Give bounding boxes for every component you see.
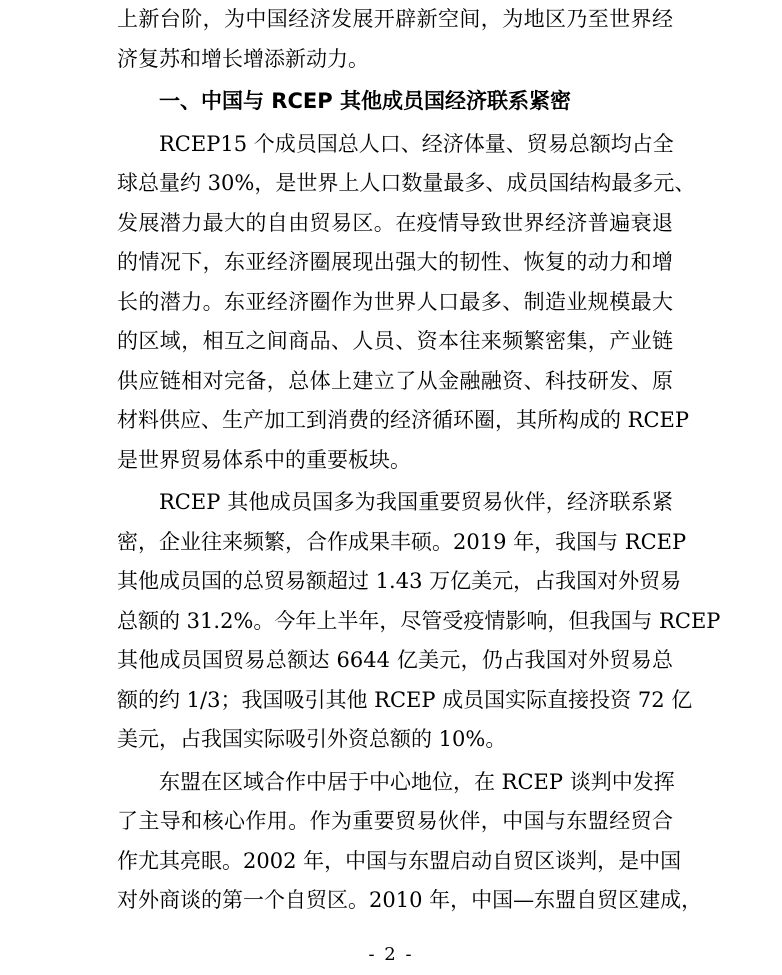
text-line: 是世界贸易体系中的重要板块。	[117, 447, 411, 472]
text-line: 的情况下，东亚经济圈展现出强大的韧性、恢复的动力和增	[117, 250, 673, 274]
text-line: 发展潜力最大的自由贸易区。在疫情导致世界经济普遍衰退	[117, 210, 673, 235]
text-line: 对外商谈的第一个自贸区。2010 年，中国—东盟自贸区建成，	[117, 888, 703, 912]
text-line: 作尤其亮眼。2002 年，中国与东盟启动自贸区谈判，是中国	[117, 848, 682, 873]
paragraph	[117, 0, 673, 79]
document-page	[117, 0, 721, 921]
text-line: 其他成员国的总贸易额超过 1.43 万亿美元，占我国对外贸易	[117, 569, 682, 593]
text-line: 美元，占我国实际吸引外资总额的 10%。	[117, 727, 507, 751]
text-line: RCEP15 个成员国总人口、经济体量、贸易总额均占全	[159, 131, 674, 156]
paragraph	[117, 763, 703, 921]
text-line: 密，企业往来频繁，合作成果丰硕。2019 年，我国与 RCEP	[117, 529, 687, 554]
paragraph	[117, 483, 721, 760]
text-line: 济复苏和增长增添新动力。	[117, 46, 369, 71]
paragraph	[117, 125, 696, 481]
text-line: 了主导和核心作用。作为重要贸易伙伴，中国与东盟经贸合	[117, 809, 673, 833]
text-line: 上新台阶，为中国经济发展开辟新空间，为地区乃至世界经	[117, 7, 673, 31]
section-heading: 一、中国与 RCEP 其他成员国经济联系紧密	[159, 89, 571, 113]
text-line: 其他成员国贸易总额达 6644 亿美元，仍占我国对外贸易总	[117, 648, 673, 672]
text-line: 的区域，相互之间商品、人员、资本往来频繁密集，产业链	[117, 329, 673, 353]
text-line: 额的约 1/3；我国吸引其他 RCEP 成员国实际直接投资 72 亿	[117, 687, 693, 712]
page-number: - 2 -	[368, 944, 414, 965]
text-line: 材料供应、生产加工到消费的经济循环圈，其所构成的 RCEP	[117, 408, 690, 432]
text-line: RCEP 其他成员国多为我国重要贸易伙伴，经济联系紧	[159, 490, 673, 514]
text-line: 东盟在区域合作中居于中心地位，在 RCEP 谈判中发挥	[159, 769, 675, 794]
text-line: 球总量约 30%，是世界上人口数量最多、成员国结构最多元、	[117, 171, 696, 195]
text-line: 供应链相对完备，总体上建立了从金融融资、科技研发、原	[117, 368, 673, 393]
document-body	[117, 0, 721, 921]
text-line: 长的潜力。东亚经济圈作为世界人口最多、制造业规模最大	[117, 289, 673, 314]
text-line: 总额的 31.2%。今年上半年，尽管受疫情影响，但我国与 RCEP	[117, 608, 721, 633]
